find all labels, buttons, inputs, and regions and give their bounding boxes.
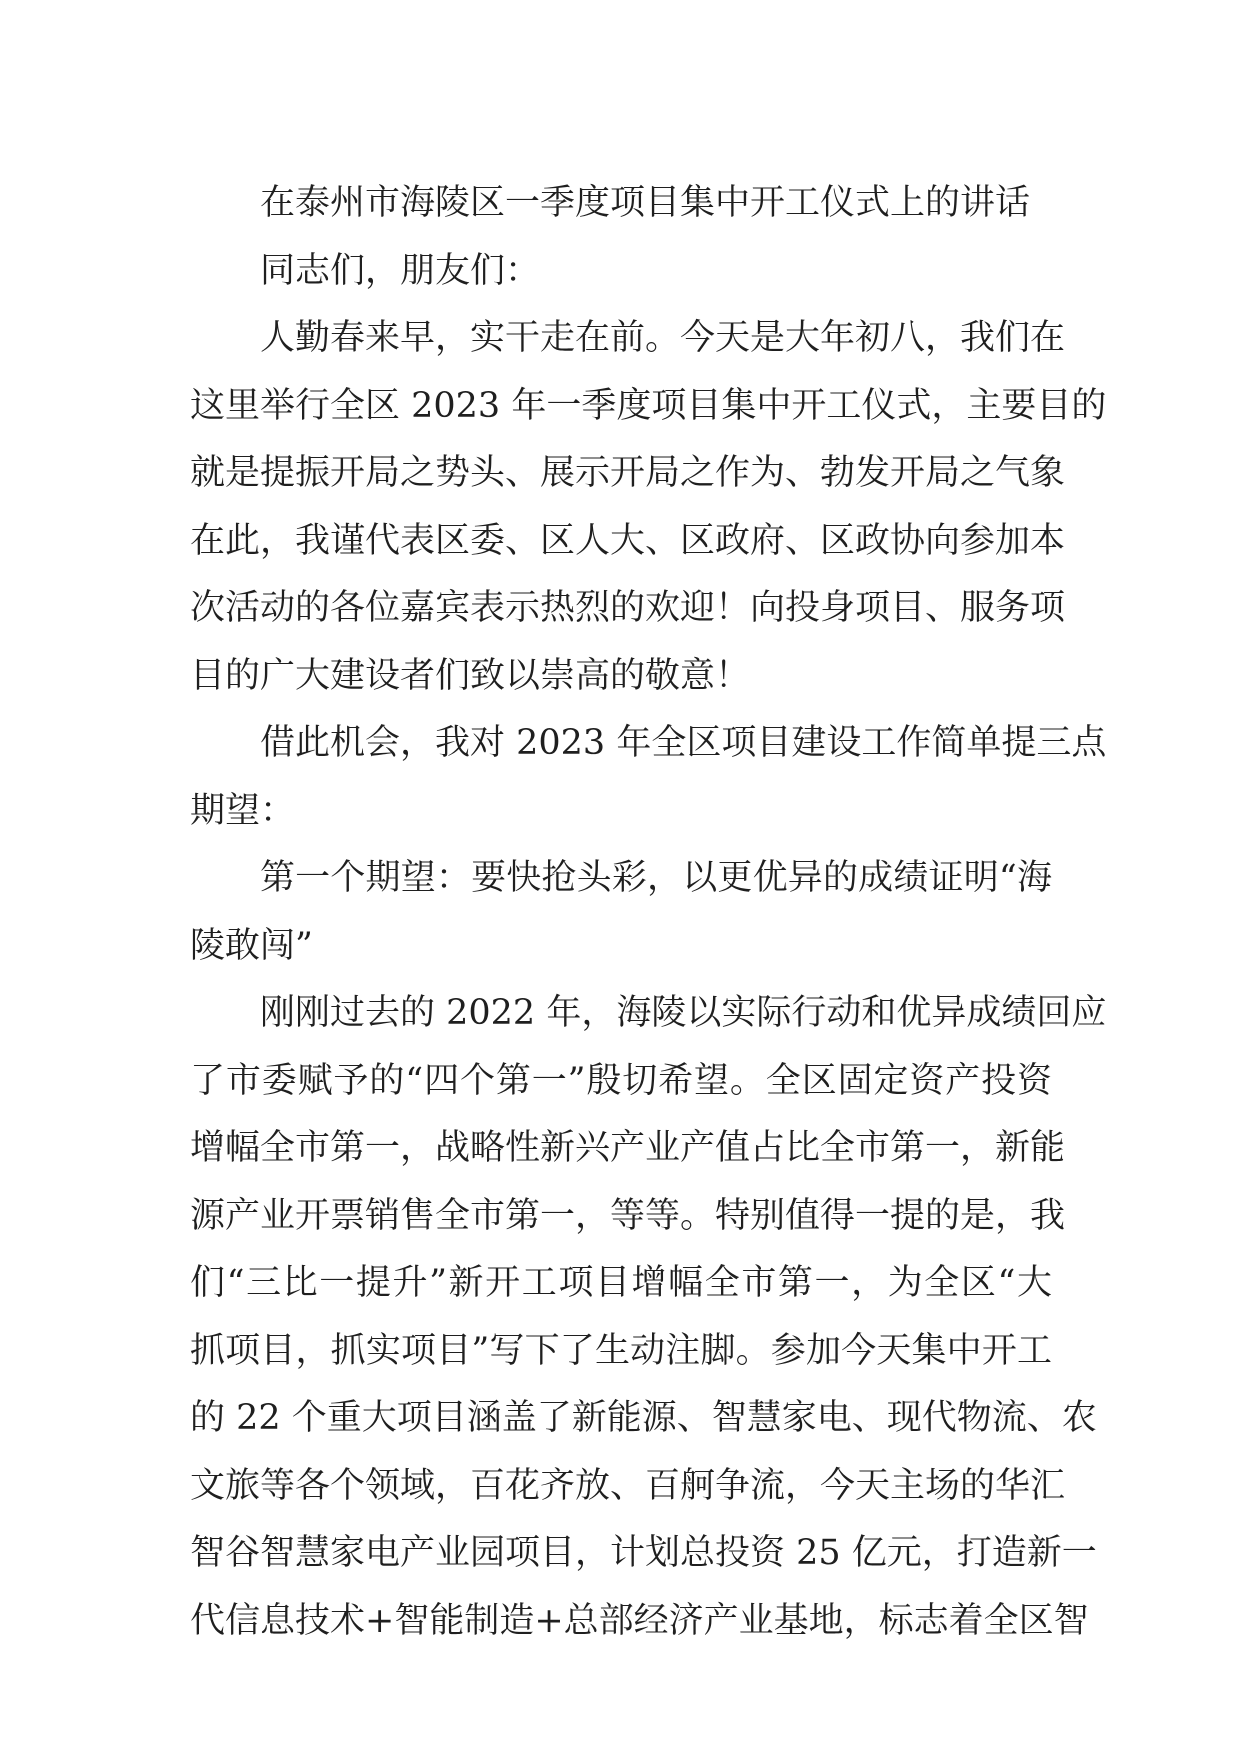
text-line: 抓项目，抓实项目”写下了生动注脚。参加今天集中开工 [190, 1330, 1052, 1371]
text-line: 代信息技术+智能制造+总部经济产业基地，标志着全区智 [190, 1600, 1089, 1641]
text-line: 借此机会，我对 2023 年全区项目建设工作简单提三点 [260, 723, 1107, 763]
speech-text [190, 170, 1107, 1655]
document-title: 在泰州市海陵区一季度项目集中开工仪式上的讲话 [260, 183, 1031, 223]
text-line: 陵敢闯” [190, 925, 313, 966]
text-line: 期望： [190, 790, 296, 831]
text-line: 人勤春来早，实干走在前。今天是大年初八，我们在 [260, 318, 1066, 358]
text-line: 在此，我谨代表区委、区人大、区政府、区政协向参加本 [190, 520, 1066, 561]
text-line: 文旅等各个领域，百花齐放、百舸争流，今天主场的华汇 [190, 1465, 1066, 1506]
text-line: 了市委赋予的“四个第一”殷切希望。全区固定资产投资 [190, 1060, 1052, 1101]
text-line: 这里举行全区 2023 年一季度项目集中开工仪式，主要目的 [190, 385, 1107, 426]
speech-body [190, 305, 1107, 1655]
text-line: 就是提振开局之势头、展示开局之作为、勃发开局之气象 [190, 453, 1066, 493]
text-line: 第一个期望：要快抢头彩，以更优异的成绩证明“海 [260, 858, 1052, 898]
text-line: 目的广大建设者们致以崇高的敬意！ [190, 655, 751, 696]
text-line: 的 22 个重大项目涵盖了新能源、智慧家电、现代物流、农 [190, 1398, 1097, 1438]
text-line: 智谷智慧家电产业园项目，计划总投资 25 亿元，打造新一 [190, 1533, 1097, 1573]
text-line: 次活动的各位嘉宾表示热烈的欢迎！向投身项目、服务项 [190, 588, 1066, 628]
text-line: 源产业开票销售全市第一，等等。特别值得一提的是，我 [190, 1195, 1066, 1236]
text-line: 刚刚过去的 2022 年，海陵以实际行动和优异成绩回应 [260, 993, 1107, 1033]
salutation: 同志们，朋友们： [260, 250, 541, 291]
text-line: 们“三比一提升”新开工项目增幅全市第一，为全区“大 [190, 1263, 1052, 1303]
text-line: 增幅全市第一，战略性新兴产业产值占比全市第一，新能 [190, 1128, 1066, 1168]
